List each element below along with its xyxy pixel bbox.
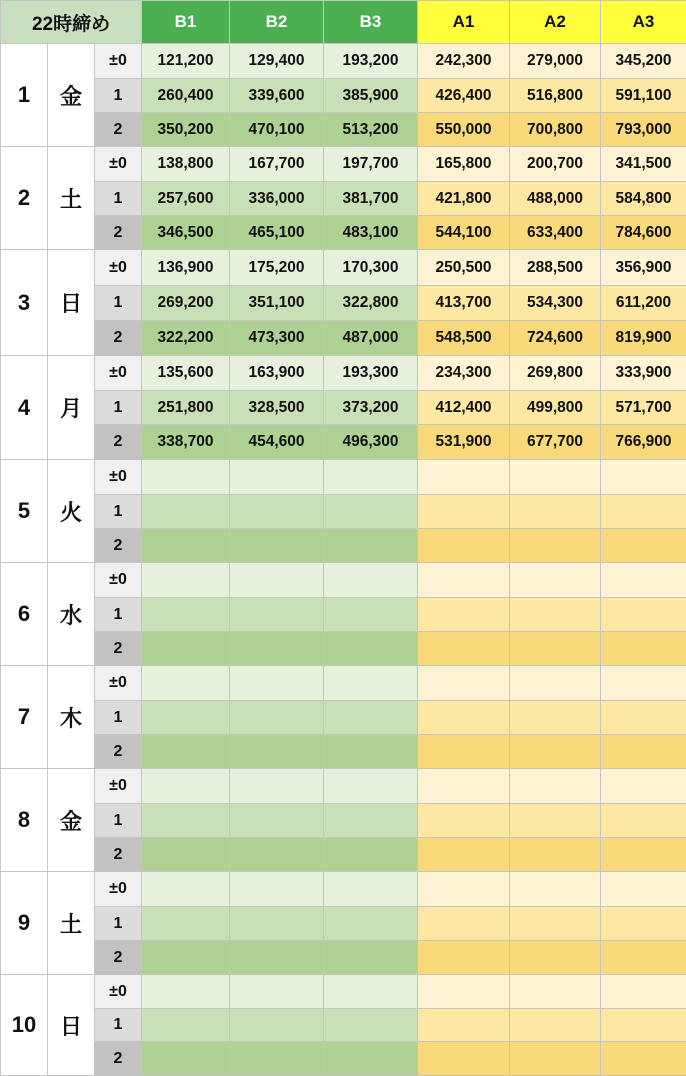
column-header-b3[interactable]: B3 [324, 1, 418, 44]
price-cell[interactable]: 766,900 [601, 425, 686, 460]
table-row [1, 286, 686, 321]
table-row [1, 941, 686, 975]
price-cell[interactable]: 251,800 [142, 391, 230, 425]
price-cell[interactable]: 129,400 [230, 44, 324, 79]
header-row [1, 1, 686, 44]
price-cell[interactable] [142, 804, 230, 838]
price-cell[interactable]: 257,600 [142, 182, 230, 216]
price-cell[interactable] [601, 975, 686, 1009]
price-cell[interactable] [510, 872, 601, 907]
day-number-cell[interactable]: 10 [1, 975, 48, 1076]
price-cell[interactable] [601, 632, 686, 666]
column-header-a3[interactable]: A3 [601, 1, 686, 44]
table-row [1, 147, 686, 182]
price-cell[interactable] [324, 907, 418, 941]
level-label-cell[interactable]: 1 [95, 804, 142, 838]
table-row [1, 666, 686, 701]
price-cell[interactable] [418, 701, 510, 735]
price-cell[interactable] [324, 563, 418, 598]
weekday-cell[interactable]: 火 [48, 460, 95, 563]
table-row [1, 216, 686, 250]
price-cell[interactable]: 163,900 [230, 356, 324, 391]
day-number-cell[interactable]: 4 [1, 356, 48, 460]
price-cell[interactable] [142, 701, 230, 735]
table-row [1, 701, 686, 735]
level-label-cell[interactable]: 2 [95, 838, 142, 872]
price-cell[interactable]: 531,900 [418, 425, 510, 460]
price-cell[interactable]: 793,000 [601, 113, 686, 147]
column-header-b1[interactable]: B1 [142, 1, 230, 44]
price-cell[interactable]: 784,600 [601, 216, 686, 250]
price-cell[interactable] [230, 804, 324, 838]
weekday-cell[interactable]: 木 [48, 666, 95, 769]
price-cell[interactable] [142, 735, 230, 769]
price-cell[interactable] [510, 563, 601, 598]
price-cell[interactable]: 288,500 [510, 250, 601, 286]
price-cell[interactable]: 200,700 [510, 147, 601, 182]
price-cell[interactable]: 421,800 [418, 182, 510, 216]
day-number-cell[interactable]: 7 [1, 666, 48, 769]
price-cell[interactable] [324, 1042, 418, 1076]
level-label-cell[interactable]: 2 [95, 113, 142, 147]
price-cell[interactable] [324, 975, 418, 1009]
table-row [1, 250, 686, 286]
table-row [1, 391, 686, 425]
price-cell[interactable] [324, 804, 418, 838]
price-cell[interactable] [510, 495, 601, 529]
price-cell[interactable] [324, 460, 418, 495]
price-cell[interactable] [510, 460, 601, 495]
weekday-cell[interactable]: 土 [48, 872, 95, 975]
price-cell[interactable] [510, 1009, 601, 1042]
price-cell[interactable] [418, 495, 510, 529]
price-cell[interactable] [142, 907, 230, 941]
price-cell[interactable]: 234,300 [418, 356, 510, 391]
price-cell[interactable]: 170,300 [324, 250, 418, 286]
price-cell[interactable]: 242,300 [418, 44, 510, 79]
price-cell[interactable] [601, 701, 686, 735]
table-row [1, 356, 686, 391]
price-cell[interactable]: 412,400 [418, 391, 510, 425]
table-row [1, 907, 686, 941]
price-cell[interactable]: 426,400 [418, 79, 510, 113]
price-cell[interactable]: 345,200 [601, 44, 686, 79]
price-cell[interactable] [418, 975, 510, 1009]
day-number-cell[interactable]: 8 [1, 769, 48, 872]
price-cell[interactable] [142, 598, 230, 632]
weekday-cell[interactable]: 金 [48, 44, 95, 147]
price-cell[interactable] [324, 529, 418, 563]
price-cell[interactable] [230, 460, 324, 495]
price-cell[interactable]: 346,500 [142, 216, 230, 250]
price-cell[interactable] [601, 1042, 686, 1076]
price-cell[interactable]: 548,500 [418, 321, 510, 356]
table-row [1, 1042, 686, 1076]
table-row [1, 563, 686, 598]
table-row [1, 769, 686, 804]
price-cell[interactable] [142, 769, 230, 804]
price-cell[interactable]: 633,400 [510, 216, 601, 250]
price-cell[interactable] [142, 1009, 230, 1042]
price-cell[interactable] [230, 701, 324, 735]
price-cell[interactable]: 351,100 [230, 286, 324, 321]
level-label-cell[interactable]: 2 [95, 216, 142, 250]
price-cell[interactable] [230, 1009, 324, 1042]
price-cell[interactable]: 544,100 [418, 216, 510, 250]
level-label-cell[interactable]: 1 [95, 701, 142, 735]
price-cell[interactable]: 269,200 [142, 286, 230, 321]
price-cell[interactable]: 611,200 [601, 286, 686, 321]
price-cell[interactable] [601, 666, 686, 701]
level-label-cell[interactable]: ±0 [95, 460, 142, 495]
price-cell[interactable] [142, 495, 230, 529]
price-cell[interactable] [418, 1042, 510, 1076]
price-cell[interactable] [324, 1009, 418, 1042]
price-cell[interactable] [230, 769, 324, 804]
table-row [1, 321, 686, 356]
price-cell[interactable] [601, 872, 686, 907]
table-row [1, 182, 686, 216]
price-cell[interactable] [601, 529, 686, 563]
price-cell[interactable]: 591,100 [601, 79, 686, 113]
price-cell[interactable] [510, 529, 601, 563]
level-label-cell[interactable]: 2 [95, 425, 142, 460]
price-cell[interactable]: 193,300 [324, 356, 418, 391]
level-label-cell[interactable]: 1 [95, 1009, 142, 1042]
price-cell[interactable]: 322,200 [142, 321, 230, 356]
weekday-cell[interactable]: 月 [48, 356, 95, 460]
table-row [1, 735, 686, 769]
weekday-cell[interactable]: 日 [48, 250, 95, 356]
price-cell[interactable] [324, 872, 418, 907]
level-label-cell[interactable]: 1 [95, 182, 142, 216]
level-label-cell[interactable]: ±0 [95, 147, 142, 182]
table-row [1, 44, 686, 79]
day-number-cell[interactable]: 2 [1, 147, 48, 250]
table-row [1, 113, 686, 147]
price-cell[interactable]: 135,600 [142, 356, 230, 391]
price-cell[interactable] [324, 495, 418, 529]
price-cell[interactable] [230, 598, 324, 632]
price-cell[interactable]: 513,200 [324, 113, 418, 147]
price-cell[interactable] [601, 804, 686, 838]
price-cell[interactable] [324, 838, 418, 872]
price-cell[interactable]: 488,000 [510, 182, 601, 216]
price-cell[interactable]: 487,000 [324, 321, 418, 356]
price-cell[interactable] [230, 529, 324, 563]
price-cell[interactable] [418, 1009, 510, 1042]
price-cell[interactable]: 279,000 [510, 44, 601, 79]
price-cell[interactable] [230, 941, 324, 975]
price-cell[interactable]: 385,900 [324, 79, 418, 113]
price-cell[interactable]: 724,600 [510, 321, 601, 356]
price-cell[interactable]: 381,700 [324, 182, 418, 216]
price-cell[interactable] [230, 735, 324, 769]
level-label-cell[interactable]: 1 [95, 79, 142, 113]
price-cell[interactable] [601, 769, 686, 804]
table-row [1, 425, 686, 460]
price-cell[interactable]: 571,700 [601, 391, 686, 425]
price-cell[interactable] [142, 460, 230, 495]
price-cell[interactable]: 336,000 [230, 182, 324, 216]
price-cell[interactable] [510, 769, 601, 804]
price-cell[interactable]: 473,300 [230, 321, 324, 356]
price-cell[interactable]: 584,800 [601, 182, 686, 216]
price-cell[interactable]: 121,200 [142, 44, 230, 79]
price-cell[interactable]: 499,800 [510, 391, 601, 425]
weekday-cell[interactable]: 土 [48, 147, 95, 250]
price-cell[interactable] [510, 804, 601, 838]
level-label-cell[interactable]: 2 [95, 1042, 142, 1076]
price-cell[interactable]: 465,100 [230, 216, 324, 250]
price-cell[interactable]: 677,700 [510, 425, 601, 460]
price-cell[interactable] [510, 975, 601, 1009]
price-cell[interactable] [142, 563, 230, 598]
table-title: 22時締め [1, 1, 142, 44]
table-row [1, 872, 686, 907]
level-label-cell[interactable]: ±0 [95, 563, 142, 598]
price-cell[interactable] [601, 1009, 686, 1042]
price-cell[interactable] [510, 666, 601, 701]
day-number-cell[interactable]: 3 [1, 250, 48, 356]
level-label-cell[interactable]: ±0 [95, 769, 142, 804]
table-row [1, 598, 686, 632]
day-number-cell[interactable]: 9 [1, 872, 48, 975]
level-label-cell[interactable]: ±0 [95, 872, 142, 907]
price-cell[interactable] [230, 872, 324, 907]
price-cell[interactable] [324, 701, 418, 735]
price-cell[interactable] [418, 838, 510, 872]
price-cell[interactable] [510, 701, 601, 735]
price-cell[interactable]: 373,200 [324, 391, 418, 425]
price-cell[interactable] [230, 666, 324, 701]
day-number-cell[interactable]: 1 [1, 44, 48, 147]
price-cell[interactable]: 341,500 [601, 147, 686, 182]
price-cell[interactable] [601, 495, 686, 529]
price-cell[interactable] [142, 941, 230, 975]
price-cell[interactable] [324, 598, 418, 632]
price-cell[interactable] [418, 872, 510, 907]
price-cell[interactable] [324, 632, 418, 666]
price-cell[interactable]: 819,900 [601, 321, 686, 356]
price-cell[interactable] [418, 941, 510, 975]
price-cell[interactable]: 175,200 [230, 250, 324, 286]
level-label-cell[interactable]: ±0 [95, 44, 142, 79]
price-cell[interactable]: 339,600 [230, 79, 324, 113]
level-label-cell[interactable]: 2 [95, 941, 142, 975]
price-cell[interactable] [418, 529, 510, 563]
table-body [1, 44, 686, 1076]
price-cell[interactable]: 260,400 [142, 79, 230, 113]
weekday-cell[interactable]: 日 [48, 975, 95, 1076]
price-cell[interactable] [418, 632, 510, 666]
level-label-cell[interactable]: 1 [95, 391, 142, 425]
price-cell[interactable]: 350,200 [142, 113, 230, 147]
price-cell[interactable]: 167,700 [230, 147, 324, 182]
price-cell[interactable]: 700,800 [510, 113, 601, 147]
price-cell[interactable]: 193,200 [324, 44, 418, 79]
price-cell[interactable] [230, 495, 324, 529]
price-cell[interactable] [601, 563, 686, 598]
price-cell[interactable] [601, 598, 686, 632]
price-cell[interactable]: 333,900 [601, 356, 686, 391]
price-cell[interactable] [418, 907, 510, 941]
price-cell[interactable]: 269,800 [510, 356, 601, 391]
price-cell[interactable] [230, 838, 324, 872]
level-label-cell[interactable]: 1 [95, 598, 142, 632]
price-cell[interactable] [230, 907, 324, 941]
level-label-cell[interactable]: 1 [95, 495, 142, 529]
price-cell[interactable] [142, 529, 230, 563]
price-cell[interactable] [142, 666, 230, 701]
price-cell[interactable] [510, 941, 601, 975]
price-cell[interactable]: 516,800 [510, 79, 601, 113]
table-row [1, 632, 686, 666]
price-cell[interactable] [601, 907, 686, 941]
price-cell[interactable] [510, 907, 601, 941]
weekday-cell[interactable]: 金 [48, 769, 95, 872]
level-label-cell[interactable]: ±0 [95, 250, 142, 286]
table-row [1, 460, 686, 495]
day-number-cell[interactable]: 5 [1, 460, 48, 563]
level-label-cell[interactable]: 2 [95, 529, 142, 563]
price-cell[interactable]: 534,300 [510, 286, 601, 321]
price-cell[interactable] [230, 975, 324, 1009]
price-cell[interactable] [142, 975, 230, 1009]
table-row [1, 1009, 686, 1042]
price-cell[interactable] [230, 1042, 324, 1076]
price-cell[interactable] [510, 1042, 601, 1076]
price-cell[interactable] [418, 460, 510, 495]
level-label-cell[interactable]: 1 [95, 907, 142, 941]
price-cell[interactable] [418, 804, 510, 838]
price-cell[interactable] [418, 598, 510, 632]
price-cell[interactable]: 322,800 [324, 286, 418, 321]
day-number-cell[interactable]: 6 [1, 563, 48, 666]
price-cell[interactable] [510, 632, 601, 666]
price-cell[interactable] [510, 735, 601, 769]
price-cell[interactable]: 413,700 [418, 286, 510, 321]
price-cell[interactable] [142, 1042, 230, 1076]
price-cell[interactable] [142, 632, 230, 666]
price-cell[interactable]: 454,600 [230, 425, 324, 460]
price-cell[interactable]: 328,500 [230, 391, 324, 425]
level-label-cell[interactable]: ±0 [95, 666, 142, 701]
level-label-cell[interactable]: 1 [95, 286, 142, 321]
level-label-cell[interactable]: 2 [95, 321, 142, 356]
price-cell[interactable] [601, 838, 686, 872]
price-cell[interactable]: 338,700 [142, 425, 230, 460]
level-label-cell[interactable]: ±0 [95, 975, 142, 1009]
price-cell[interactable] [418, 769, 510, 804]
price-cell[interactable] [418, 563, 510, 598]
price-cell[interactable]: 483,100 [324, 216, 418, 250]
level-label-cell[interactable]: 2 [95, 632, 142, 666]
price-cell[interactable]: 136,900 [142, 250, 230, 286]
price-cell[interactable]: 496,300 [324, 425, 418, 460]
price-cell[interactable]: 138,800 [142, 147, 230, 182]
price-cell[interactable]: 250,500 [418, 250, 510, 286]
price-cell[interactable] [324, 735, 418, 769]
price-cell[interactable] [324, 941, 418, 975]
price-cell[interactable] [230, 563, 324, 598]
level-label-cell[interactable]: 2 [95, 735, 142, 769]
price-cell[interactable] [601, 460, 686, 495]
price-cell[interactable]: 165,800 [418, 147, 510, 182]
price-cell[interactable]: 356,900 [601, 250, 686, 286]
price-cell[interactable] [230, 632, 324, 666]
price-cell[interactable] [324, 769, 418, 804]
price-cell[interactable] [510, 598, 601, 632]
level-label-cell[interactable]: ±0 [95, 356, 142, 391]
column-header-a1[interactable]: A1 [418, 1, 510, 44]
column-header-a2[interactable]: A2 [510, 1, 601, 44]
price-cell[interactable] [324, 666, 418, 701]
price-cell[interactable] [418, 666, 510, 701]
table-row [1, 529, 686, 563]
table-row [1, 495, 686, 529]
table-row [1, 975, 686, 1009]
price-cell[interactable] [510, 838, 601, 872]
price-cell[interactable] [418, 735, 510, 769]
price-cell[interactable]: 470,100 [230, 113, 324, 147]
price-cell[interactable] [601, 941, 686, 975]
table-row [1, 838, 686, 872]
price-cell[interactable] [601, 735, 686, 769]
weekday-cell[interactable]: 水 [48, 563, 95, 666]
table-row [1, 79, 686, 113]
price-cell[interactable] [142, 838, 230, 872]
price-cell[interactable]: 197,700 [324, 147, 418, 182]
column-header-b2[interactable]: B2 [230, 1, 324, 44]
price-cell[interactable] [142, 872, 230, 907]
price-cell[interactable]: 550,000 [418, 113, 510, 147]
table-row [1, 804, 686, 838]
